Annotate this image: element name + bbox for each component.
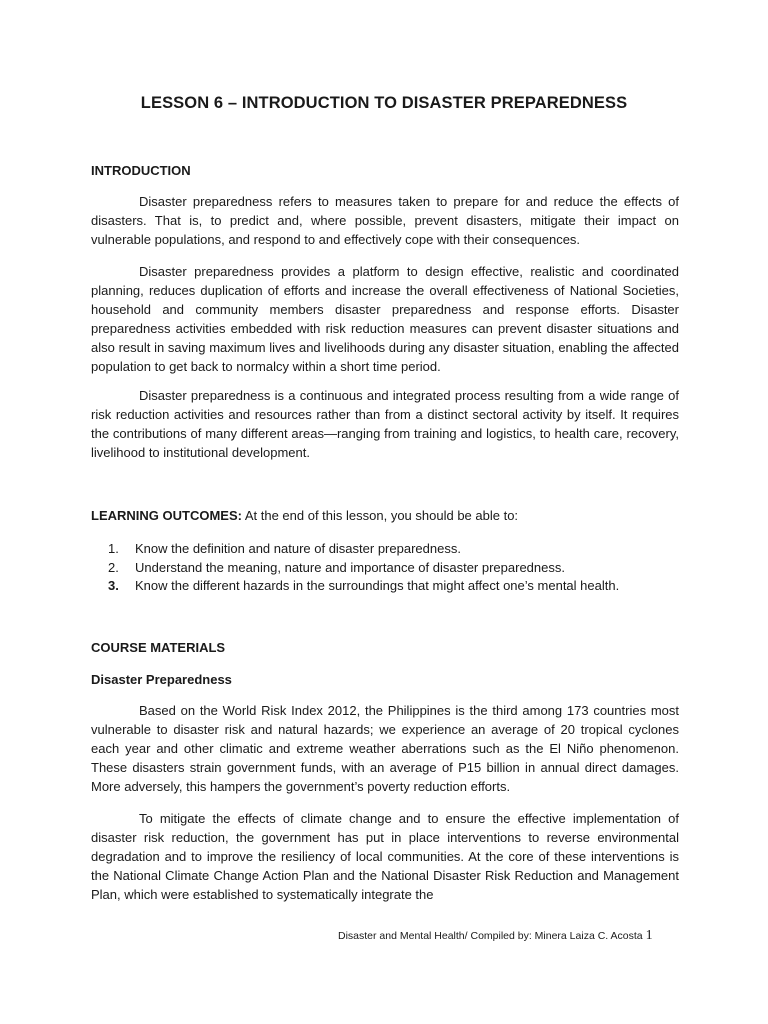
learning-outcomes-list (108, 540, 619, 596)
list-item-text: Understand the meaning, nature and importance of disaster preparedness. (135, 559, 565, 575)
list-item-number: 3. (108, 578, 119, 593)
learning-outcomes-label: LEARNING OUTCOMES: (91, 508, 242, 523)
intro-paragraph-2: Disaster preparedness provides a platform to design effective, realistic and coordinated planning, reduces duplication of efforts and increase the overall effectiveness of National Societies, household and community members disaster preparedness and response efforts. Disaster preparedness activities embedded with risk reduction measures can prevent disaster situations and also result in saving maximum lives and livelihoods during any disaster situation, enabling the affected population to get back to normalcy within a short time period. (91, 264, 679, 374)
page-number: 1 (645, 928, 653, 943)
course-paragraph-1: Based on the World Risk Index 2012, the Philippines is the third among 173 countries most vulnerable to disaster risk and natural hazards; we experience an average of 20 tropical cyclones each year and other climatic and extreme weather aberrations such as the El Niño phenomenon. These disasters strain government funds, with an average of P15 billion in annual direct damages. More adversely, this hampers the government’s poverty reduction efforts. (91, 703, 679, 794)
lesson-title: LESSON 6 – INTRODUCTION TO DISASTER PREPAREDNESS (140, 94, 628, 112)
intro-paragraph-3: Disaster preparedness is a continuous and integrated process resulting from a wide range of risk reduction activities and resources rather than from a distinct sectoral activity by itself. It requires the contributions of many different areas—ranging from training and logistics, to health care, recovery, livelihood to institutional development. (91, 388, 679, 460)
list-item-number: 1. (108, 541, 119, 556)
course-materials-heading: COURSE MATERIALS (91, 640, 226, 655)
course-paragraph-2: To mitigate the effects of climate change and to ensure the effective implementation of disaster risk reduction, the government has put in place interventions to reverse environmental degradation and to improve the resiliency of local communities. At the core of these interventions is the National Climate Change Action Plan and the National Disaster Risk Reduction and Management Plan, which were established to systematically integrate the (91, 811, 679, 902)
intro-paragraph-1: Disaster preparedness refers to measures taken to prepare for and reduce the effects of disasters. That is, to predict and, where possible, prevent disasters, mitigate their impact on vulnerable populations, and respond to and effectively cope with their consequences. (91, 194, 679, 247)
disaster-preparedness-subheading: Disaster Preparedness (91, 672, 232, 687)
list-item (108, 540, 619, 559)
page-footer (338, 928, 653, 944)
learning-outcomes-intro: At the end of this lesson, you should be able to: (241, 508, 519, 523)
list-item-number: 2. (108, 559, 119, 575)
footer-credit: Disaster and Mental Health/ Compiled by: Minera Laiza C. Acosta (338, 930, 643, 942)
introduction-heading: INTRODUCTION (91, 163, 191, 178)
list-item-text: Know the different hazards in the surroundings that might affect one’s mental health. (135, 578, 620, 593)
learning-outcomes-line (91, 508, 518, 523)
list-item-text: Know the definition and nature of disaster preparedness. (135, 541, 461, 556)
list-item (108, 559, 619, 578)
list-item (108, 577, 619, 596)
